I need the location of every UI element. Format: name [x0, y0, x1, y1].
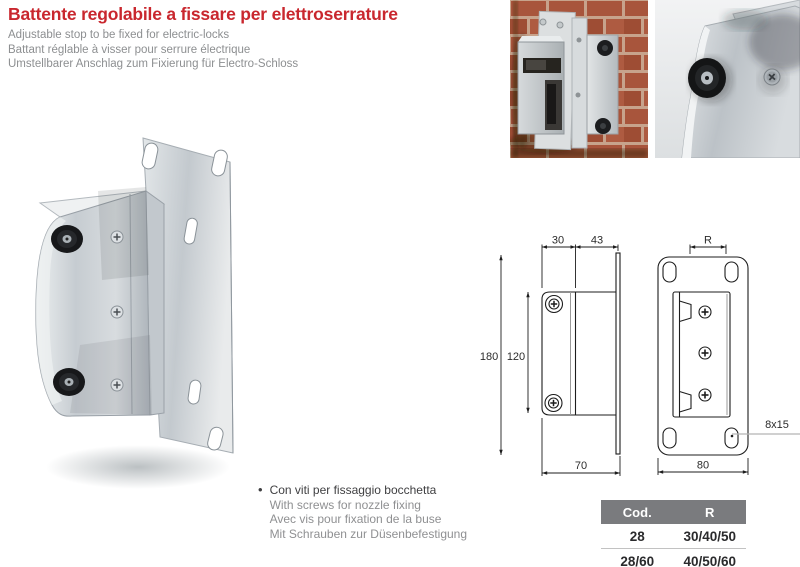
note-it: Con viti per fissaggio bocchetta — [269, 483, 437, 497]
front-view — [658, 257, 748, 455]
codes-table — [601, 500, 746, 567]
installed-photo — [510, 0, 648, 158]
technical-drawing — [480, 221, 800, 487]
screw-closeup — [764, 69, 780, 85]
table-row — [601, 549, 746, 567]
r-value: 30/40/50 — [674, 524, 747, 549]
dim-70: 70 — [574, 460, 588, 472]
dim-30: 30 — [551, 234, 565, 247]
front-view-arrowheads — [658, 245, 748, 473]
note-de: Mit Schrauben zur Düsenbefestigung — [269, 526, 468, 541]
table-row — [601, 524, 746, 549]
col-header-cod: Cod. — [601, 500, 674, 524]
table-header-row — [601, 500, 746, 524]
note-fr: Avec vis pour fixation de la buse — [269, 512, 442, 527]
page-title: Battente regolabile a fissare per elettroserrature — [8, 4, 398, 24]
subtitle-en: Adjustable stop to be fixed for electric-locks — [8, 29, 230, 41]
dim-120: 120 — [506, 351, 526, 363]
product-notes — [258, 483, 488, 541]
detail-photo — [655, 0, 800, 158]
detail-photo-shapes — [655, 0, 800, 158]
dim-43: 43 — [590, 234, 604, 247]
subtitle-fr: Battant réglable à visser pour serrure électrique — [8, 43, 251, 56]
rubber-bumper-top — [51, 225, 83, 253]
subtitle-de: Umstellbarer Anschlag zum Fixierung für Electro-Schloss — [8, 58, 299, 70]
cod-value: 28/60 — [601, 549, 674, 567]
side-view — [542, 253, 620, 454]
title-translations — [8, 28, 478, 72]
col-header-r: R — [674, 500, 747, 524]
note-en: With screws for nozzle fixing — [269, 497, 421, 512]
rubber-bumper-bottom — [53, 368, 85, 396]
cod-value: 28 — [601, 524, 674, 549]
installed-photo-shapes — [510, 0, 648, 158]
bullet-point: • — [258, 482, 263, 497]
dim-R: R — [704, 234, 712, 247]
product-photo — [10, 95, 270, 505]
product-photo-shapes — [36, 138, 233, 489]
r-value: 40/50/60 — [674, 549, 747, 567]
slot-size-label: 8x15 — [765, 419, 789, 431]
dim-180: 180 — [480, 351, 499, 363]
product-header — [8, 4, 478, 72]
dim-80: 80 — [696, 459, 710, 472]
